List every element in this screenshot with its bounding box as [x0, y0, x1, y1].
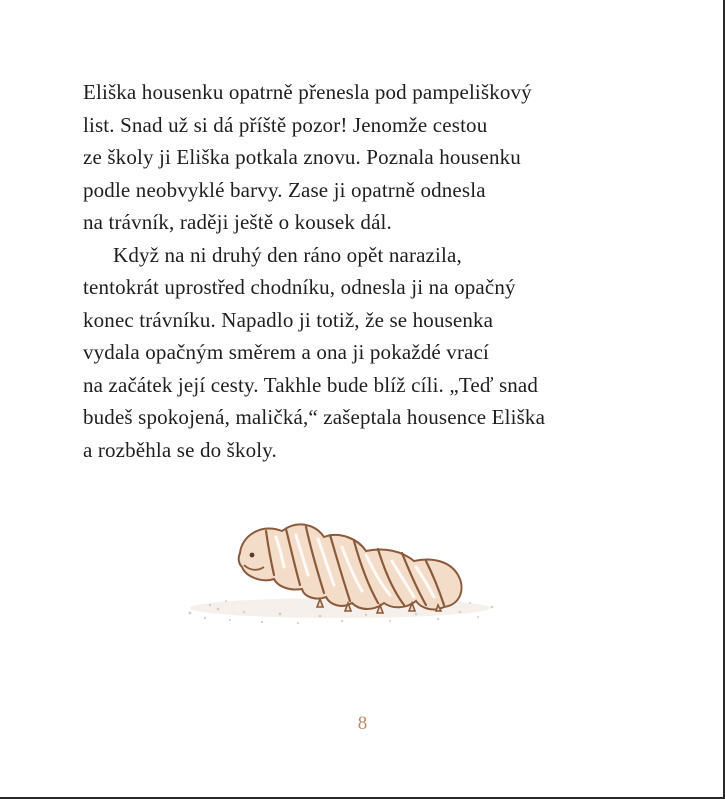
text-line: tentokrát uprostřed chodníku, odnesla ji na opačný — [83, 275, 516, 299]
caterpillar-illustration — [170, 505, 530, 645]
paragraph-2 — [83, 239, 613, 467]
text-line: vydala opačným směrem a ona ji pokaždé vrací — [83, 340, 490, 364]
text-line: na trávník, raději ještě o kousek dál. — [83, 210, 392, 234]
text-line: list. Snad už si dá příště pozor! Jenomže cestou — [83, 112, 488, 137]
text-line: a rozběhla se do školy. — [83, 437, 277, 462]
text-line: podle neobvyklé barvy. Zase ji opatrně odnesla — [83, 177, 486, 202]
text-line: na začátek její cesty. Takhle bude blíž cíli. „Teď snad — [83, 372, 539, 397]
text-line: budeš spokojená, maličká,“ zašeptala housence Eliška — [83, 405, 546, 429]
text-line: ze školy ji Eliška potkala znovu. Poznala housenku — [83, 145, 521, 169]
story-text — [83, 76, 613, 466]
text-line: konec trávníku. Napadlo ji totiž, že se housenka — [83, 307, 494, 332]
caterpillar-icon — [170, 505, 530, 645]
page-number: 8 — [357, 713, 368, 734]
text-line: Eliška housenku opatrně přenesla pod pampeliškový — [83, 80, 532, 104]
paragraph-1 — [83, 76, 613, 239]
text-line: Když na ni druhý den ráno opět narazila, — [113, 242, 462, 267]
